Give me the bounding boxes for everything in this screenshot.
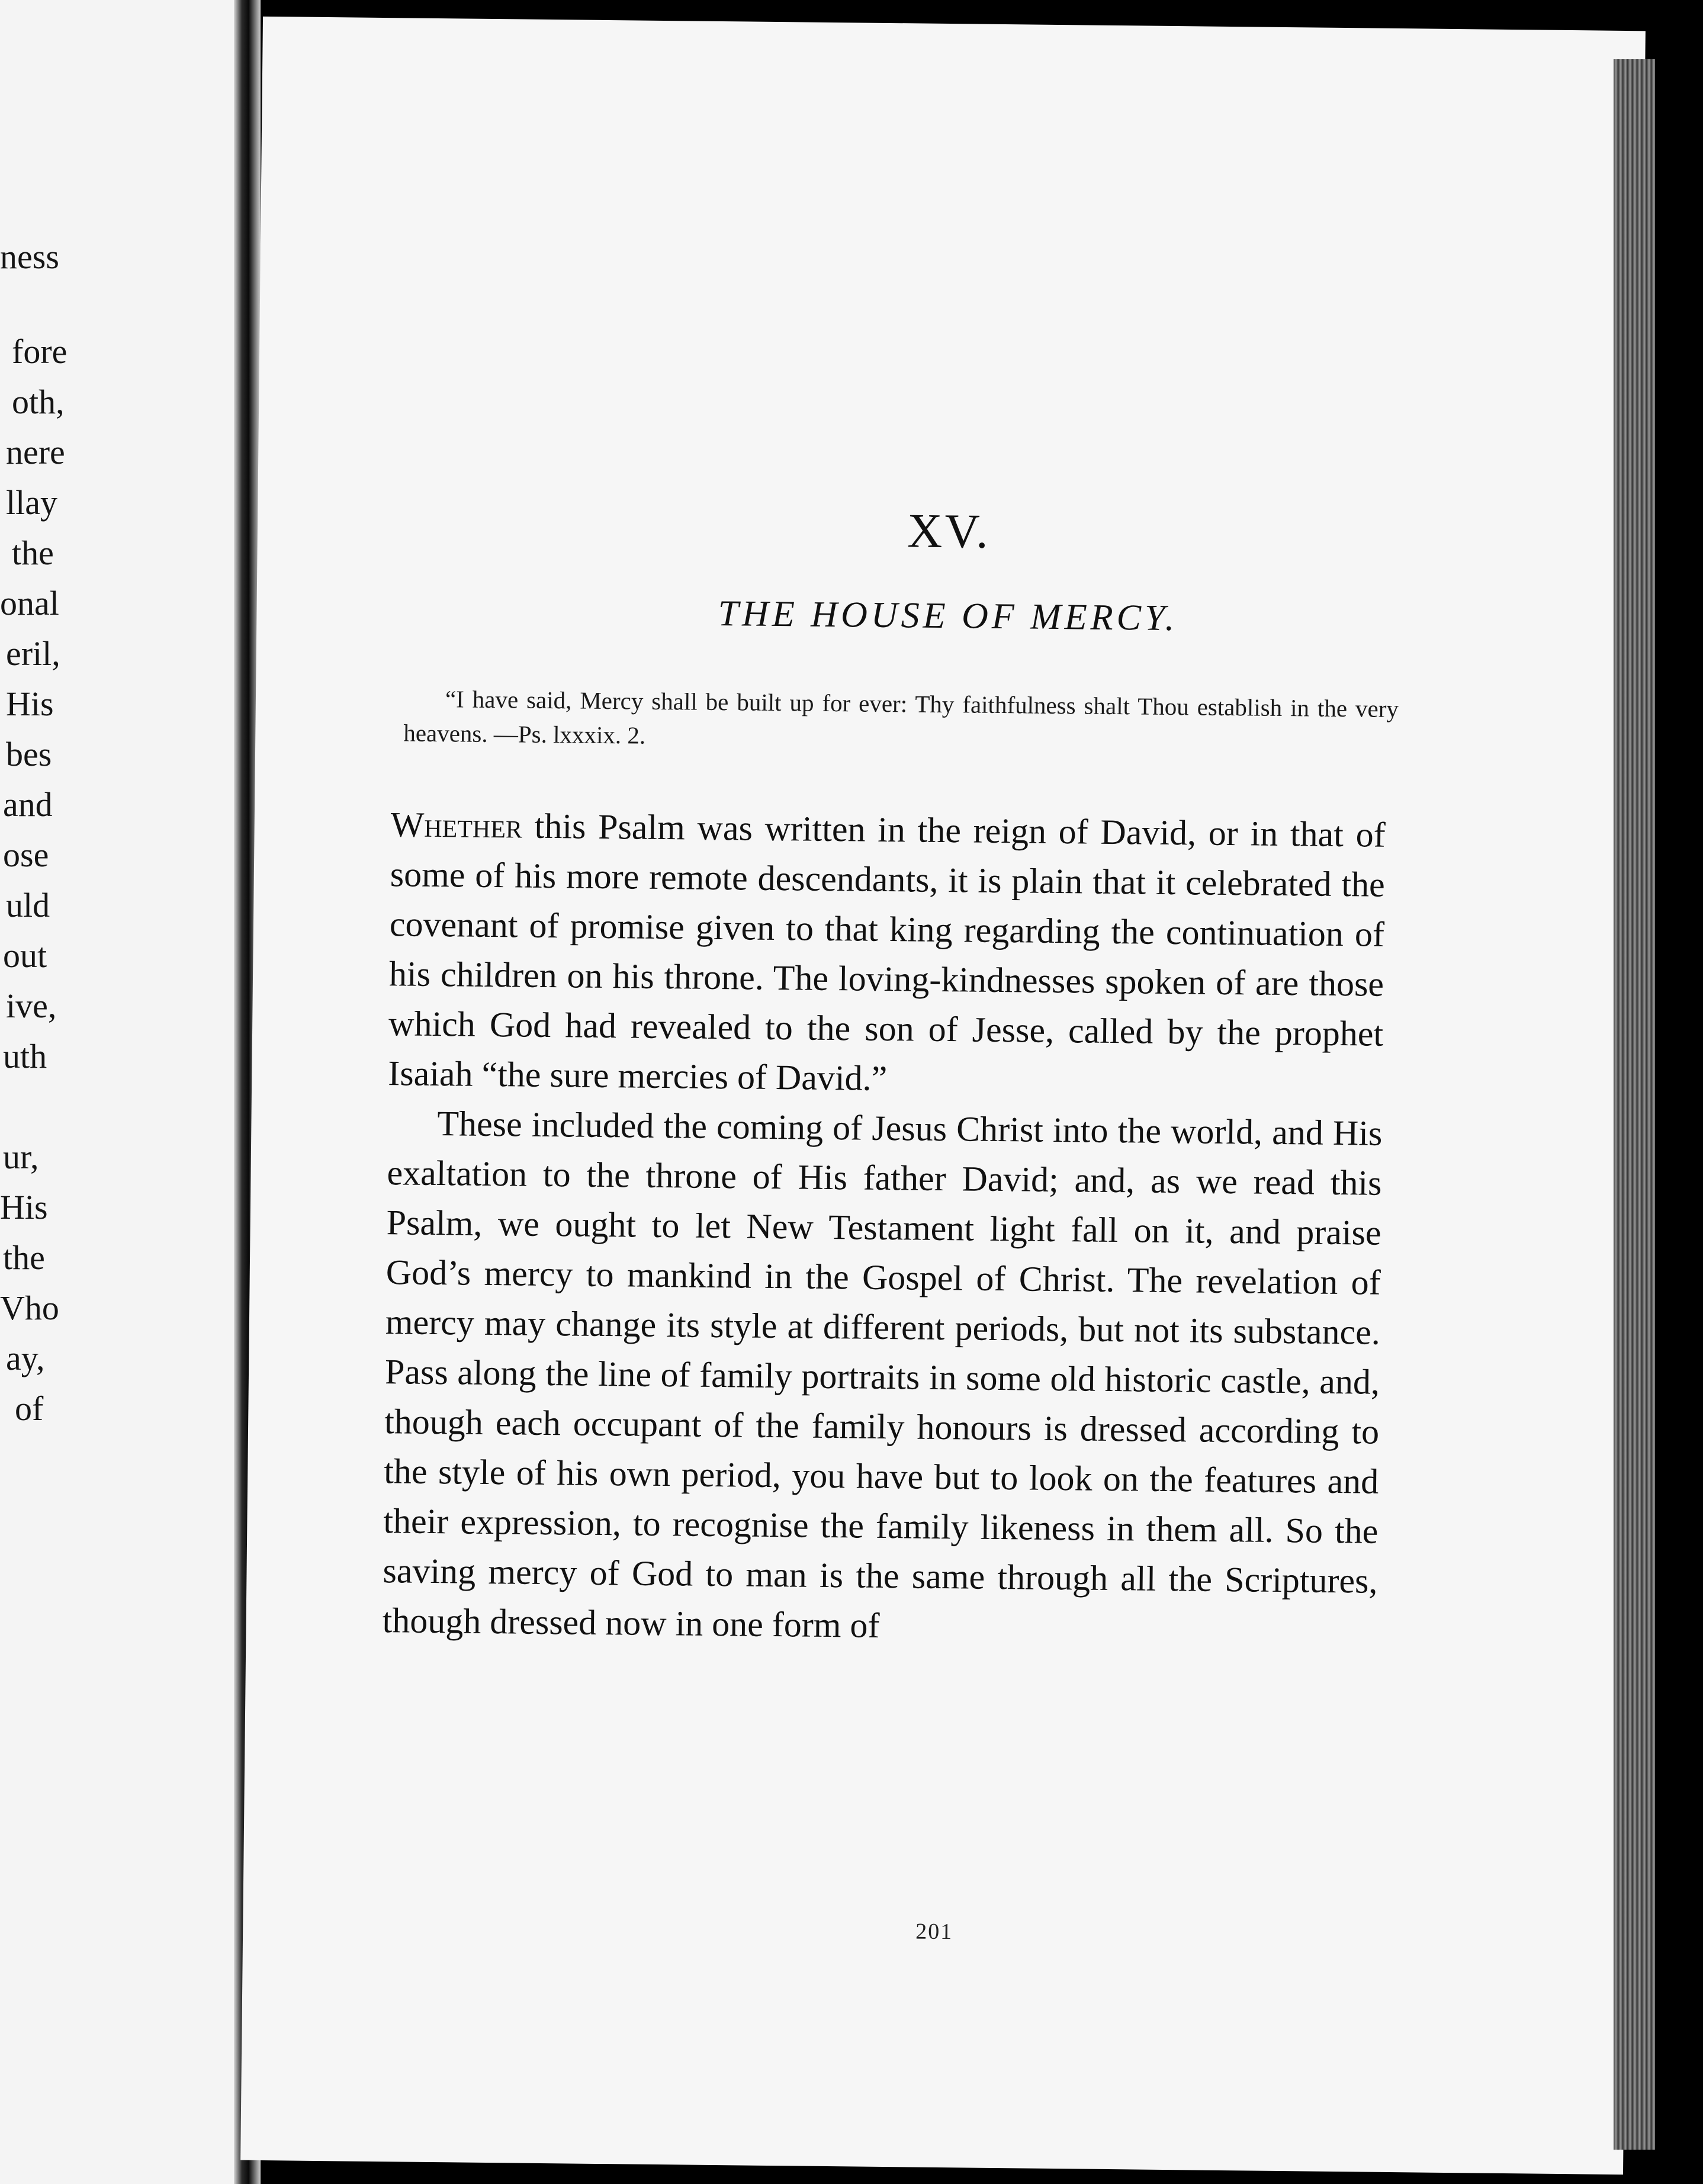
left-page-word: ive, bbox=[6, 987, 57, 1025]
left-page-word: Vho bbox=[0, 1289, 59, 1327]
left-page-word: ay, bbox=[6, 1339, 45, 1377]
left-page-word: llay bbox=[6, 483, 57, 522]
left-page-word: of bbox=[15, 1389, 44, 1428]
left-page-word: fore bbox=[12, 332, 68, 371]
left-page-word: out bbox=[3, 936, 47, 975]
left-page-word: eril, bbox=[6, 634, 60, 673]
left-page-word: and bbox=[3, 785, 53, 824]
left-page-word: the bbox=[3, 1238, 45, 1277]
left-page-word: uld bbox=[6, 886, 50, 924]
left-page-word: ose bbox=[3, 836, 49, 874]
left-page-word: His bbox=[0, 1188, 48, 1226]
paragraph bbox=[388, 799, 1386, 1109]
chapter-title: THE HOUSE OF MERCY. bbox=[718, 593, 1178, 639]
left-page-word: nere bbox=[6, 433, 65, 471]
page-number: 201 bbox=[915, 1919, 953, 1945]
left-page-word: His bbox=[6, 685, 54, 723]
epigraph bbox=[403, 681, 1399, 760]
left-page-word: ur, bbox=[3, 1138, 39, 1176]
page-edges bbox=[1614, 59, 1655, 2150]
epigraph-text: “I have said, Mercy shall be built up for ever: Thy faithfulness shalt Thou establish in the very heavens. —Ps. lxxxix. 2. bbox=[403, 685, 1399, 749]
paragraph: These included the coming of Jesus Christ into the world, and His exaltation to the throne of His father David; and, as we read this Psalm, we ought to let New Testament light fall on it, and praise God’s mercy to mankind in the Gospel of Christ. The revelation of mercy may change its style at different periods, but not its substance. Pass along the line of family portraits in some old historic castle, and, though each occupant of the family honours is dressed according to the style of his own period, you have but to look on the features and their expression, to recognise the family likeness in them all. So the saving mercy of God to man is the same through all the Scriptures, though dressed now in one form of bbox=[382, 1104, 1383, 1645]
left-page-word: oth, bbox=[12, 383, 65, 421]
left-page-word: the bbox=[12, 534, 54, 572]
left-page-word: uth bbox=[3, 1037, 47, 1075]
left-page-fragment bbox=[0, 0, 234, 2184]
left-page-word: ness bbox=[0, 237, 59, 276]
body-text bbox=[382, 799, 1386, 1656]
left-page-word: onal bbox=[0, 584, 59, 622]
opening-word: Whether bbox=[390, 805, 523, 846]
chapter-number: XV. bbox=[907, 503, 991, 558]
book-page bbox=[240, 17, 1646, 2175]
left-page-word: bes bbox=[6, 735, 52, 773]
paragraph-text: this Psalm was written in the reign of David, or in that of some of his more remote descendants, it is plain that it celebrated the covenant of promise given to that king regarding the continuation of his children on his throne. The loving-kindnesses spoken of are those which God had revealed to the son of Jesse, called by the prophet Isaiah “the sure mercies of David.” bbox=[387, 806, 1386, 1099]
